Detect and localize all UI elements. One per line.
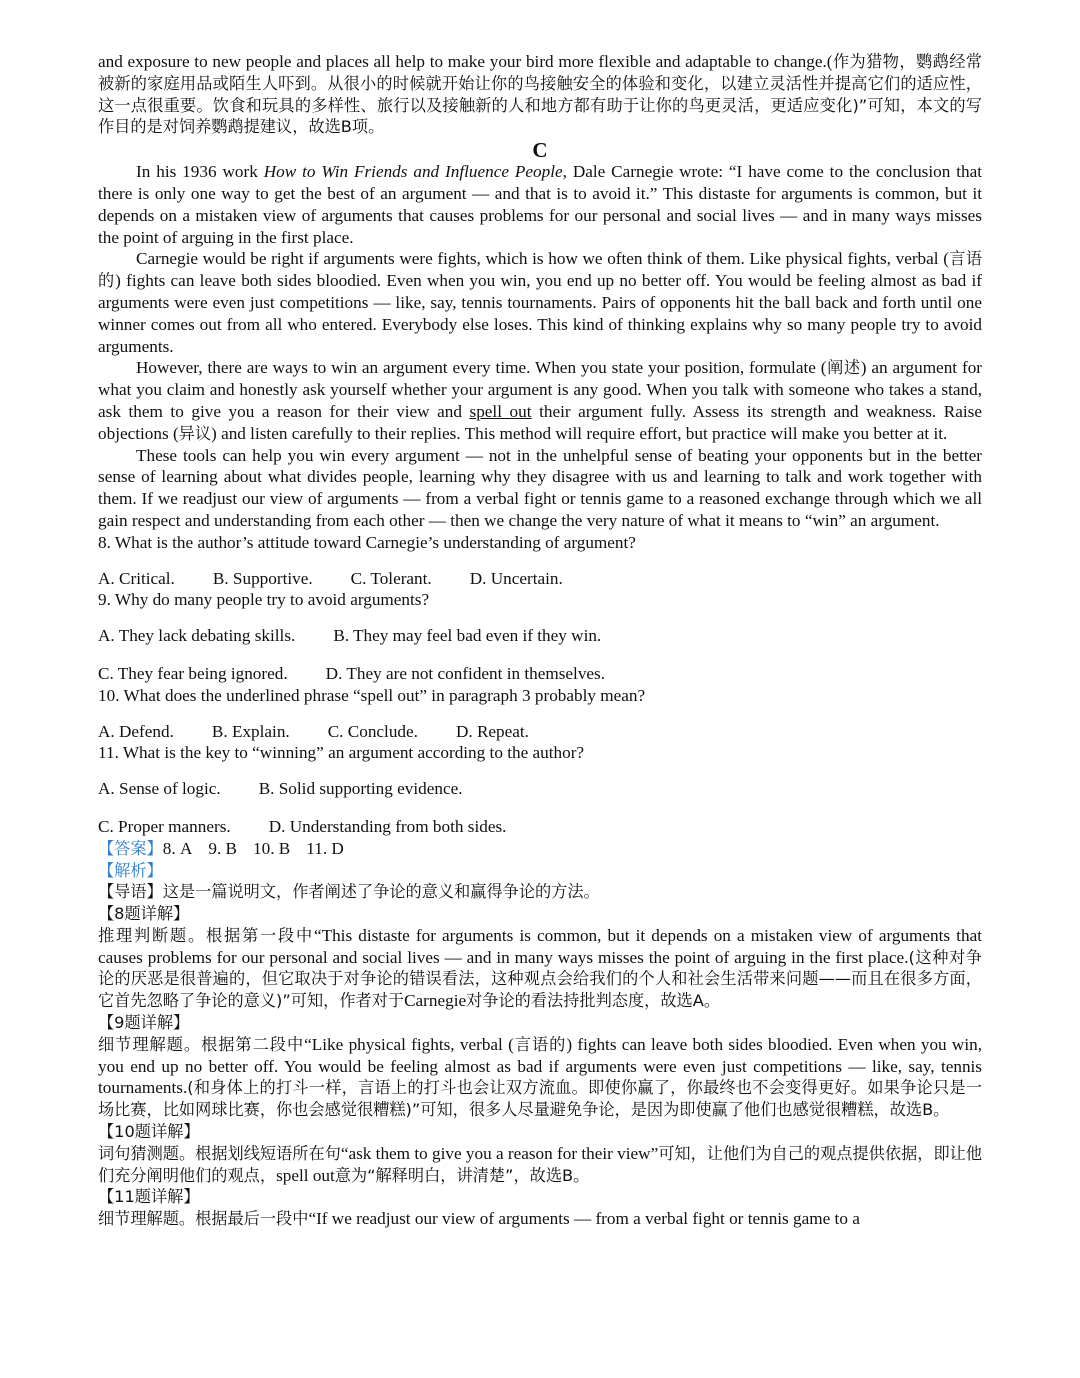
option-a: A. Sense of logic. [98,779,221,799]
answer-9: 9. B [208,838,238,858]
question-options-9-ab [98,625,982,647]
detail-label-10: 【10题详解】 [98,1122,200,1142]
detail-name: Carnegie [404,991,467,1011]
detail-text-9 [98,1034,982,1121]
chinese-gloss: 异议 [178,423,212,443]
option-b: B. Supportive. [212,568,313,588]
detail-type: 推理判断题。根据第一段中 [98,925,314,945]
paragraph-text: , Dale Carnegie wrote: “I have come to the conclusion that there is only one way to get the best of an argument — and that is to avoid it.” This distaste for arguments is common, but it depends on a mistaken view of arguments that causes problems for our personal and social lives — and in many ways misses the point of arguing in the first place. [98,162,982,247]
passage-paragraph-4: These tools can help you win every argument — not in the unhelpful sense of beating your opponents but in the better sense of learning about what divides people, learning why they disagree with us and learning to talk and work together with them. If we readjust our view of arguments — from a verbal fight or tennis game to a reasoned exchange through which we all gain respect and understanding from each other — then we change the very nature of what it means to “win” an argument. [98,445,982,530]
option-a: A. They lack debating skills. [98,626,296,646]
detail-phrase: spell out [276,1165,335,1185]
option-b: B. They may feel bad even if they win. [333,626,602,646]
paragraph-text: ) and listen carefully to their replies. This method will require effort, but practice will make you better at it. [211,423,948,443]
previous-explanation-zh: 作为猎物，鹦鹉经常被新的家庭用品或陌生人吓到。从很小的时候就开始让你的鸟接触安全的体验和变化，以建立灵活性并提高它们的适应性，这一点很重要。饮食和玩具的多样性、旅行以及接触新的人和地方都有助于让你的鸟更灵活，更适应变化)”可知，本文的写作目的是对饲养鹦鹉提建议，故选B项。 [98,52,982,137]
previous-explanation-en: and exposure to new people and places all help to make your bird more flexible and adaptable to change.( [98,52,833,71]
question-options-11-ab [98,778,982,800]
question-options-11-cd [98,816,982,838]
detail-translation: (这种对争论的厌恶是很普遍的，但它取决于对争论的错误看法，这种观点会给我们的个人和社会生活带来问题——而且在很多方面，它首先忽略了争论的意义)”可知，作者对于 [98,947,982,1011]
question-options-10 [98,721,982,743]
paragraph-text: their argument fully. Assess its strength and weakness. Raise objections ( [98,401,982,443]
option-c: C. Tolerant. [350,568,432,588]
detail-type: 词句猜测题。根据划线短语所在句 [98,1143,341,1163]
paragraph-text: In his 1936 work [136,162,264,182]
option-c: C. Conclude. [327,721,418,741]
detail-text-8 [98,925,982,1012]
detail-text-11 [98,1208,982,1230]
paragraph-text: However, there are ways to win an argument every time. When you state your position, formulate ( [136,358,827,378]
chinese-gloss: 阐述 [826,358,861,378]
intro-label: 【导语】 [98,882,163,902]
section-heading: C [532,138,548,163]
chinese-gloss: 言语的 [98,249,983,291]
question-stem-8: 8. What is the author’s attitude toward Carnegie’s understanding of argument? [98,532,636,552]
answer-line [98,838,982,860]
option-a: A. Defend. [98,721,174,741]
option-b: B. Solid supporting evidence. [258,779,463,799]
answer-8: 8. A [162,838,193,858]
option-c: C. Proper manners. [98,816,231,836]
question-options-8 [98,568,982,590]
paragraph-text: ) fights can leave both sides bloodied. Even when you win, you end up no better off. You would be feeling almost as bad if arguments were even just competitions — like, say, tennis tournaments. Pairs of opponents hit the ball back and forth until one winner comes out from all who entered. Everybody else loses. This kind of thinking explains why so many people try to avoid arguments. [98,271,982,356]
passage-paragraph-3 [98,357,982,444]
detail-text-10 [98,1143,982,1187]
paragraph-text: Carnegie would be right if arguments were fights, which is how we often think of them. Like physical fights, verbal ( [136,249,949,269]
detail-quote: “Like physical fights, verbal ( [304,1034,514,1054]
detail-quote: “ask them to give you a reason for their view” [340,1143,659,1163]
detail-label-9: 【9题详解】 [98,1013,190,1033]
detail-quote: “If we readjust our view of arguments — from a verbal fight or tennis game to a [308,1209,860,1229]
detail-quote: “This distaste for arguments is common, but it depends on a mistaken view of arguments that causes problems for our personal and social lives — and in many ways misses the point of arguing in the first place. [98,925,982,967]
underlined-phrase: spell out [469,401,532,421]
option-c: C. They fear being ignored. [98,663,288,683]
question-stem-9: 9. Why do many people try to avoid arguments? [98,590,430,610]
detail-type: 细节理解题。根据最后一段中 [98,1209,309,1229]
detail-translation: 可知，让他们为自己的观点提供依据，即让他们充分阐明他们的观点， [98,1143,983,1185]
analysis-label: 【解析】 [98,860,163,880]
document-page [98,51,982,1230]
option-d: D. Repeat. [455,721,529,741]
intro-text: 这是一篇说明文，作者阐述了争论的意义和赢得争论的方法。 [162,882,600,902]
option-a: A. Critical. [98,568,175,588]
option-d: D. Understanding from both sides. [268,816,507,836]
passage-paragraph-2 [98,248,982,357]
answer-label: 【答案】 [98,838,163,858]
detail-quote: ) fights can leave both sides bloodied. Even when you win, you end up no better off. You would be feeling almost as bad if arguments were even just competitions — like, say, tennis tournaments. [98,1034,982,1098]
answer-11: 11. D [306,838,344,858]
intro-line [98,881,982,903]
paragraph-text: ) an argument for what you claim and honestly ask yourself whether your argument is any good. When you talk with someone who takes a stand, ask them to give you a reason for their view and [98,358,983,421]
detail-type: 细节理解题。根据第二段中 [98,1034,305,1054]
question-stem-10: 10. What does the underlined phrase “spell out” in paragraph 3 probably mean? [98,685,646,705]
detail-conclusion: 意为“解释明白，讲清楚”，故选B。 [334,1165,590,1185]
question-options-9-cd [98,663,982,685]
question-stem-11: 11. What is the key to “winning” an argument according to the author? [98,743,585,763]
option-d: D. Uncertain. [469,568,563,588]
answer-10: 10. B [253,838,291,858]
detail-translation: (和身体上的打斗一样，言语上的打斗也会让双方流血。即使你赢了，你最终也不会变得更好。如果争论只是一场比赛，比如网球比赛，你也会感觉很糟糕)”可知，很多人尽量避免争论，是因为即使赢了他们也感觉很糟糕，故选B。 [98,1078,982,1120]
detail-label-8: 【8题详解】 [98,904,190,924]
passage-paragraph-1 [98,161,982,248]
detail-label-11: 【11题详解】 [98,1187,200,1207]
chinese-gloss: 言语的 [513,1034,567,1054]
option-d: D. They are not confident in themselves. [325,663,606,683]
book-title: How to Win Friends and Influence People [263,162,563,182]
option-b: B. Explain. [211,721,290,741]
detail-conclusion: 对争论的看法持批判态度，故选A。 [466,991,721,1011]
previous-explanation-tail [98,51,982,138]
